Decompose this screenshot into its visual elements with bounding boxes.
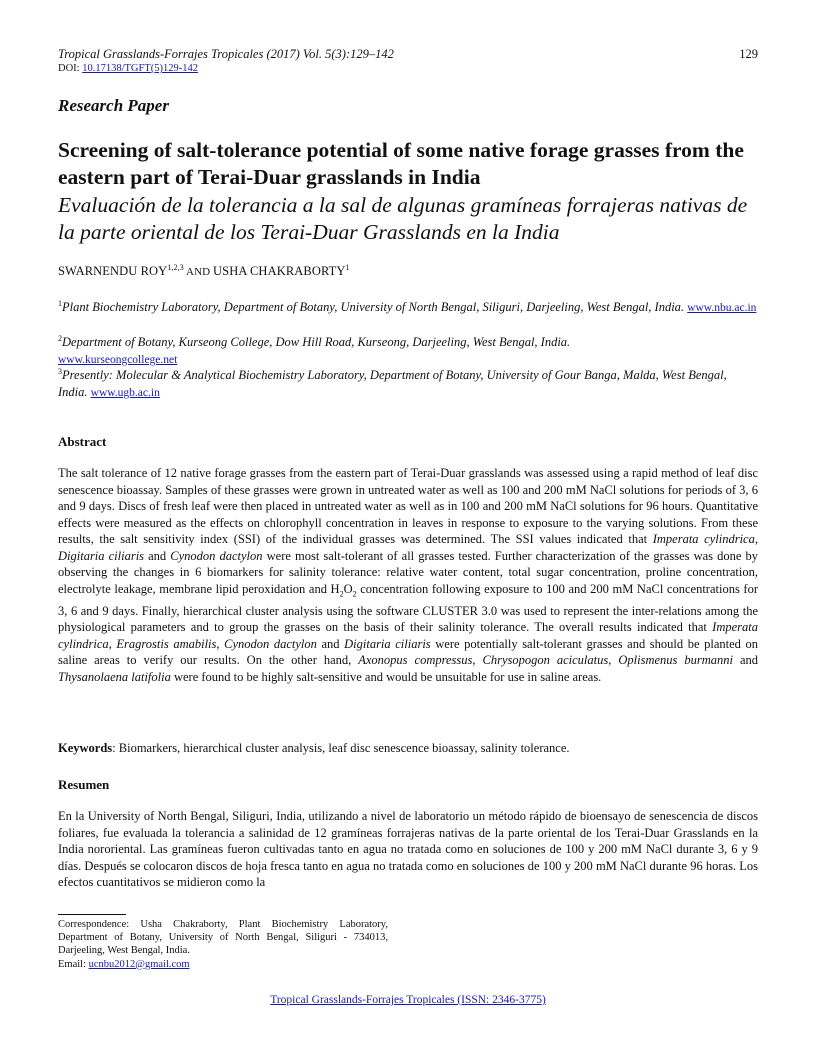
correspondence-footnote xyxy=(58,918,388,971)
affiliation-1 xyxy=(58,296,758,317)
title-spanish: Evaluación de la tolerancia a la sal de algunas gramíneas forrajeras nativas de la parte oriental de los Terai-Duar Grasslands en la India xyxy=(58,193,748,244)
author-chakraborty-affil: 1 xyxy=(345,263,350,272)
email-label: Email: xyxy=(58,958,89,970)
author-chakraborty: USHA CHAKRABORTY xyxy=(213,264,346,279)
authors-line xyxy=(58,263,350,279)
title-english: Screening of salt-tolerance potential of some native forage grasses from the eastern part of Terai-Duar grasslands in India xyxy=(58,138,744,189)
affiliation-3 xyxy=(58,364,758,401)
footer-journal-link[interactable]: Tropical Grasslands-Forrajes Tropicales (ISSN: 2346-3775) xyxy=(270,994,546,1006)
email-link[interactable]: ucnbu2012@gmail.com xyxy=(88,958,190,970)
affiliation-3-link[interactable]: www.ugb.ac.in xyxy=(90,386,160,399)
affiliation-1-text: Plant Biochemistry Laboratory, Department of Botany, University of North Bengal, Siliguri, Darjeeling, West Bengal, India. xyxy=(62,300,688,315)
author-roy-affil: 1,2,3 xyxy=(167,263,184,272)
doi-label: DOI: xyxy=(58,63,83,74)
affiliation-2-text: Department of Botany, Kurseong College, Dow Hill Road, Kurseong, Darjeeling, West Bengal, India. xyxy=(62,335,571,350)
keywords-line xyxy=(58,741,758,756)
article-type-label: Research Paper xyxy=(58,96,169,115)
journal-citation: Tropical Grasslands-Forrajes Tropicales (2017) Vol. 5(3):129–142 xyxy=(58,47,394,61)
resumen-heading: Resumen xyxy=(58,777,110,792)
affiliation-3-marker: 3 xyxy=(58,367,62,376)
abstract-heading: Abstract xyxy=(58,434,107,449)
affiliation-3-text: Presently: Molecular & Analytical Biochemistry Laboratory, Department of Botany, University of Gour Banga, Malda, West Bengal, India. xyxy=(58,368,727,399)
affiliation-1-marker: 1 xyxy=(58,299,62,308)
affiliation-1-link[interactable]: www.nbu.ac.in xyxy=(687,302,757,315)
page-footer xyxy=(0,994,816,1006)
doi-line xyxy=(58,63,198,74)
footnote-divider xyxy=(58,914,126,915)
resumen-body: En la University of North Bengal, Siliguri, India, utilizando a nivel de laboratorio un método rápido de bioensayo de senescencia de discos foliares, fue evaluada la tolerancia a salinidad de 12 gramíneas forrajeras nativas de la parte oriental de los Terai-Duar Grasslands en la India nororiental. Las gramíneas fueron cultivadas tanto en agua no tratada como en soluciones de 100 y 200 mM NaCl durante 3, 6 y 9 días. Después se colocaron discos de hoja fresca tanto en agua no tratada como en soluciones de 100 y 200 mM NaCl durante 96 horas. Los efectos cuantitativos se midieron como la xyxy=(58,809,758,889)
keywords-text: : Biomarkers, hierarchical cluster analysis, leaf disc senescence bioassay, salinity tolerance. xyxy=(112,741,570,755)
affiliation-2-link[interactable]: www.kurseongcollege.net xyxy=(58,353,178,366)
abstract-body: The salt tolerance of 12 native forage grasses from the eastern part of Terai-Duar grasslands was assessed using a rapid method of leaf disc senescence bioassay. Samples of these grasses were grown in untreated water as well as 100 and 200 mM NaCl solutions for periods of 3, 6 and 9 days. Discs of fresh leaf were then placed in untreated water as well as in 100 and 200 mM NaCl solutions for 96 hours. Quantitative effects were measured as the effects on chlorophyll concentration in leaves in response to exposure to the varying solutions. From these results, the salt sensitivity index (SSI) of the individual grasses was determined. The SSI values indicated that Imperata cylindrica, Digitaria ciliaris and Cynodon dactylon were most salt-tolerant of all grasses tested. Further characterization of the grasses was done by observing the changes in 6 biomarkers for salinity tolerance: relative water content, total sugar concentration, proline concentration, electrolyte leakage, membrane lipid peroxidation and $H_2O_2$ concentration following exposure to 100 and 200 mM NaCl concentrations for 3, 6 and 9 days. Finally, hierarchical cluster analysis using the software CLUSTER 3.0 was used to represent the inter-relations among the physiological parameters and to group the grasses on the basis of their salinity tolerance. The overall results indicated that Imperata cylindrica, Eragrostis amabilis, Cynodon dactylon and Digitaria ciliaris were potentially salt-tolerant grasses and should be planted on saline areas to verify our results. On the other hand, Axonopus compressus, Chrysopogon aciculatus, Oplismenus burmanni and Thysanolaena latifolia were found to be highly salt-sensitive and would be unsuitable for use in saline areas. xyxy=(58,466,759,684)
author-roy: SWARNENDU ROY xyxy=(58,264,168,279)
correspondence-text: Correspondence: Usha Chakraborty, Plant Biochemistry Laboratory, Department of Botany, University of North Bengal, Siliguri - 734013, Darjeeling, West Bengal, India. xyxy=(58,919,388,957)
affiliation-2-marker: 2 xyxy=(58,334,62,343)
doi-link[interactable]: 10.17138/TGFT(5)129-142 xyxy=(82,63,199,74)
author-and: AND xyxy=(183,266,214,279)
page-number: 129 xyxy=(739,47,758,61)
affiliation-2 xyxy=(58,331,758,368)
keywords-label: Keywords xyxy=(58,741,113,755)
